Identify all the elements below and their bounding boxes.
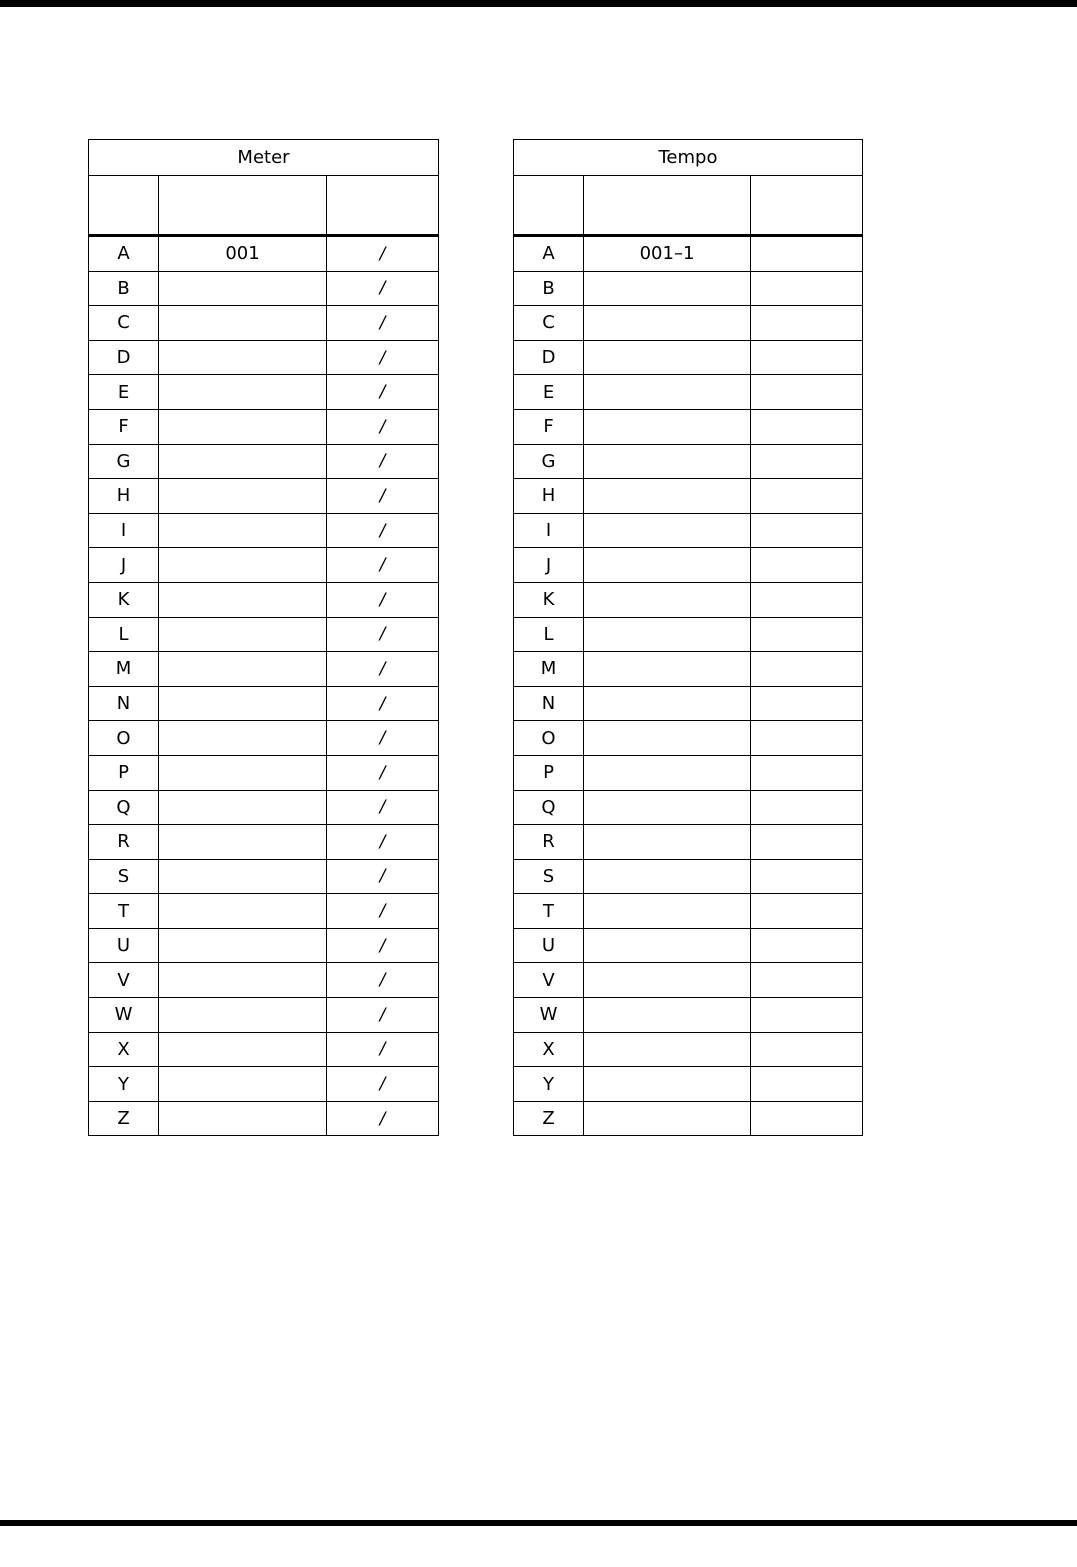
meter-row-value[interactable]: /: [327, 686, 439, 721]
tempo-row-value[interactable]: [751, 409, 863, 444]
meter-row-value[interactable]: /: [327, 513, 439, 548]
meter-blank-header-row: [89, 176, 439, 236]
meter-row-letter: T: [89, 894, 159, 929]
meter-row: [89, 928, 439, 963]
meter-row-measure[interactable]: [159, 721, 327, 756]
tempo-row: [514, 652, 863, 687]
tempo-row: [514, 963, 863, 998]
meter-row-value[interactable]: /: [327, 1101, 439, 1136]
meter-row-value[interactable]: /: [327, 444, 439, 479]
meter-row-value[interactable]: /: [327, 340, 439, 375]
tempo-row-letter: F: [514, 409, 584, 444]
meter-row-letter: U: [89, 928, 159, 963]
meter-row: [89, 513, 439, 548]
tempo-row-position[interactable]: [584, 755, 751, 790]
tempo-row-value[interactable]: [751, 513, 863, 548]
tempo-row-value[interactable]: [751, 340, 863, 375]
meter-row: [89, 617, 439, 652]
meter-row: [89, 1067, 439, 1102]
tempo-row-position[interactable]: [584, 444, 751, 479]
tempo-row-letter: D: [514, 340, 584, 375]
meter-row-measure[interactable]: [159, 1067, 327, 1102]
meter-row-letter: Z: [89, 1101, 159, 1136]
tempo-row-position[interactable]: [584, 548, 751, 583]
meter-row-measure[interactable]: [159, 306, 327, 341]
meter-row-letter: N: [89, 686, 159, 721]
tempo-row-position[interactable]: [584, 271, 751, 306]
tempo-row-position[interactable]: 001–1: [584, 236, 751, 272]
meter-row-letter: F: [89, 409, 159, 444]
meter-row-letter: S: [89, 859, 159, 894]
meter-row-value[interactable]: /: [327, 998, 439, 1033]
tempo-row-value[interactable]: [751, 306, 863, 341]
tempo-title: Tempo: [514, 140, 863, 176]
tempo-blank-cell: [751, 176, 863, 236]
meter-row-value[interactable]: /: [327, 894, 439, 929]
tempo-row-position[interactable]: [584, 998, 751, 1033]
tempo-row: [514, 409, 863, 444]
meter-row-letter: E: [89, 375, 159, 410]
tempo-row-letter: C: [514, 306, 584, 341]
tempo-row-position[interactable]: [584, 721, 751, 756]
meter-row: [89, 236, 439, 272]
tempo-row-position[interactable]: [584, 1067, 751, 1102]
tempo-row-value[interactable]: [751, 617, 863, 652]
tempo-row: [514, 375, 863, 410]
meter-row-letter: I: [89, 513, 159, 548]
tempo-row-letter: W: [514, 998, 584, 1033]
meter-row-letter: C: [89, 306, 159, 341]
tempo-row-value[interactable]: [751, 686, 863, 721]
meter-row-measure[interactable]: [159, 271, 327, 306]
meter-row-measure[interactable]: [159, 444, 327, 479]
meter-row-letter: G: [89, 444, 159, 479]
tempo-row: [514, 340, 863, 375]
tempo-row-position[interactable]: [584, 582, 751, 617]
tempo-row-letter: K: [514, 582, 584, 617]
tempo-row: [514, 790, 863, 825]
tempo-row: [514, 1032, 863, 1067]
tempo-row-letter: I: [514, 513, 584, 548]
tempo-row-value[interactable]: [751, 236, 863, 272]
tempo-row-position[interactable]: [584, 652, 751, 687]
tempo-row-value[interactable]: [751, 652, 863, 687]
meter-row-value[interactable]: /: [327, 790, 439, 825]
meter-row-measure[interactable]: [159, 409, 327, 444]
tempo-row-letter: E: [514, 375, 584, 410]
tempo-row-value[interactable]: [751, 444, 863, 479]
meter-row: [89, 548, 439, 583]
meter-row-value[interactable]: /: [327, 236, 439, 272]
meter-row-measure[interactable]: [159, 1032, 327, 1067]
tempo-title-row: [514, 140, 863, 176]
meter-row-value[interactable]: /: [327, 928, 439, 963]
tempo-row: [514, 271, 863, 306]
tempo-row-position[interactable]: [584, 479, 751, 514]
meter-row-value[interactable]: /: [327, 271, 439, 306]
tempo-row: [514, 306, 863, 341]
tempo-row-letter: A: [514, 236, 584, 272]
tempo-row-position[interactable]: [584, 963, 751, 998]
meter-row-measure[interactable]: [159, 790, 327, 825]
tempo-row: [514, 825, 863, 860]
tempo-row-position[interactable]: [584, 1101, 751, 1136]
tempo-row: [514, 582, 863, 617]
tempo-row: [514, 755, 863, 790]
tempo-row-letter: M: [514, 652, 584, 687]
tempo-blank-cell: [514, 176, 584, 236]
meter-row-measure[interactable]: [159, 928, 327, 963]
tempo-row-letter: V: [514, 963, 584, 998]
meter-row: [89, 1032, 439, 1067]
meter-row-letter: X: [89, 1032, 159, 1067]
meter-row-value[interactable]: /: [327, 721, 439, 756]
tempo-row-value[interactable]: [751, 479, 863, 514]
meter-row-value[interactable]: /: [327, 548, 439, 583]
tempo-row: [514, 998, 863, 1033]
meter-row: [89, 998, 439, 1033]
meter-row-letter: O: [89, 721, 159, 756]
meter-row-measure[interactable]: [159, 1101, 327, 1136]
tempo-row-value[interactable]: [751, 375, 863, 410]
meter-row-letter: Y: [89, 1067, 159, 1102]
tempo-row: [514, 928, 863, 963]
meter-row-measure[interactable]: [159, 617, 327, 652]
meter-row: [89, 1101, 439, 1136]
tempo-row-position[interactable]: [584, 825, 751, 860]
top-rule: [0, 0, 1077, 7]
meter-row-value[interactable]: /: [327, 963, 439, 998]
meter-blank-cell: [327, 176, 439, 236]
meter-row-letter: M: [89, 652, 159, 687]
tempo-row: [514, 513, 863, 548]
meter-row-value[interactable]: /: [327, 1067, 439, 1102]
tempo-blank-cell: [584, 176, 751, 236]
tempo-row: [514, 479, 863, 514]
tempo-row-value[interactable]: [751, 1101, 863, 1136]
tempo-row-value[interactable]: [751, 1067, 863, 1102]
meter-row-measure[interactable]: [159, 513, 327, 548]
meter-row-measure[interactable]: [159, 686, 327, 721]
meter-row-value[interactable]: /: [327, 375, 439, 410]
meter-row-value[interactable]: /: [327, 617, 439, 652]
meter-row-value[interactable]: /: [327, 825, 439, 860]
tempo-row-letter: H: [514, 479, 584, 514]
tempo-row-value[interactable]: [751, 998, 863, 1033]
meter-row: [89, 409, 439, 444]
meter-row: [89, 652, 439, 687]
tempo-row-value[interactable]: [751, 928, 863, 963]
tempo-row-letter: U: [514, 928, 584, 963]
tempo-row-position[interactable]: [584, 686, 751, 721]
tempo-row-letter: R: [514, 825, 584, 860]
tempo-row-position[interactable]: [584, 1032, 751, 1067]
meter-row: [89, 963, 439, 998]
meter-row-measure[interactable]: [159, 963, 327, 998]
tempo-row: [514, 1067, 863, 1102]
meter-row-letter: K: [89, 582, 159, 617]
meter-row-measure[interactable]: [159, 375, 327, 410]
meter-row-measure[interactable]: [159, 479, 327, 514]
tempo-row-letter: P: [514, 755, 584, 790]
meter-row: [89, 271, 439, 306]
tempo-row-value[interactable]: [751, 271, 863, 306]
meter-row-value[interactable]: /: [327, 306, 439, 341]
meter-row: [89, 721, 439, 756]
meter-row: [89, 479, 439, 514]
tempo-row-value[interactable]: [751, 894, 863, 929]
tempo-row-position[interactable]: [584, 894, 751, 929]
tempo-row-position[interactable]: [584, 859, 751, 894]
meter-row-letter: W: [89, 998, 159, 1033]
tempo-table: [513, 139, 863, 1136]
tempo-row-letter: N: [514, 686, 584, 721]
meter-row: [89, 306, 439, 341]
tempo-row: [514, 721, 863, 756]
meter-row-measure[interactable]: 001: [159, 236, 327, 272]
tempo-row-value[interactable]: [751, 548, 863, 583]
tempo-row-position[interactable]: [584, 340, 751, 375]
tempo-row-value[interactable]: [751, 790, 863, 825]
meter-row-value[interactable]: /: [327, 1032, 439, 1067]
tempo-row: [514, 617, 863, 652]
tempo-row-letter: Y: [514, 1067, 584, 1102]
tempo-row-letter: B: [514, 271, 584, 306]
tempo-row-letter: J: [514, 548, 584, 583]
tempo-row-value[interactable]: [751, 825, 863, 860]
tempo-row-letter: Z: [514, 1101, 584, 1136]
meter-row-measure[interactable]: [159, 998, 327, 1033]
meter-row: [89, 825, 439, 860]
meter-row-measure[interactable]: [159, 340, 327, 375]
meter-blank-cell: [89, 176, 159, 236]
meter-row-value[interactable]: /: [327, 859, 439, 894]
meter-row-measure[interactable]: [159, 755, 327, 790]
tempo-row-letter: T: [514, 894, 584, 929]
meter-row-measure[interactable]: [159, 652, 327, 687]
meter-row-letter: B: [89, 271, 159, 306]
tempo-row-position[interactable]: [584, 513, 751, 548]
meter-title-row: [89, 140, 439, 176]
meter-row: [89, 582, 439, 617]
tempo-row-position[interactable]: [584, 409, 751, 444]
tempo-row-value[interactable]: [751, 963, 863, 998]
meter-row-value[interactable]: /: [327, 755, 439, 790]
tempo-row-value[interactable]: [751, 755, 863, 790]
tempo-row: [514, 1101, 863, 1136]
meter-title: Meter: [89, 140, 439, 176]
tempo-row: [514, 548, 863, 583]
meter-row-value[interactable]: /: [327, 409, 439, 444]
meter-row-letter: H: [89, 479, 159, 514]
meter-row: [89, 375, 439, 410]
meter-row: [89, 340, 439, 375]
meter-row: [89, 444, 439, 479]
meter-table: [88, 139, 439, 1136]
meter-row-letter: A: [89, 236, 159, 272]
tempo-row-value[interactable]: [751, 859, 863, 894]
meter-row: [89, 790, 439, 825]
bottom-rule: [0, 1520, 1077, 1526]
tempo-row: [514, 894, 863, 929]
tempo-row-letter: L: [514, 617, 584, 652]
tempo-row: [514, 444, 863, 479]
meter-row: [89, 859, 439, 894]
tempo-row-letter: O: [514, 721, 584, 756]
tempo-row: [514, 686, 863, 721]
tempo-row-letter: Q: [514, 790, 584, 825]
meter-row-value[interactable]: /: [327, 582, 439, 617]
tempo-row-position[interactable]: [584, 375, 751, 410]
tempo-row-letter: X: [514, 1032, 584, 1067]
meter-row-letter: D: [89, 340, 159, 375]
meter-row-letter: P: [89, 755, 159, 790]
tempo-row-value[interactable]: [751, 1032, 863, 1067]
tempo-row-letter: S: [514, 859, 584, 894]
tempo-row-value[interactable]: [751, 582, 863, 617]
tempo-row: [514, 859, 863, 894]
meter-row-letter: R: [89, 825, 159, 860]
tempo-row: [514, 236, 863, 272]
meter-row-value[interactable]: /: [327, 652, 439, 687]
meter-row: [89, 755, 439, 790]
meter-row-letter: V: [89, 963, 159, 998]
meter-row-letter: J: [89, 548, 159, 583]
meter-row-measure[interactable]: [159, 825, 327, 860]
tempo-row-position[interactable]: [584, 617, 751, 652]
meter-row-letter: L: [89, 617, 159, 652]
tempo-row-position[interactable]: [584, 306, 751, 341]
tempo-row-value[interactable]: [751, 721, 863, 756]
meter-row-measure[interactable]: [159, 859, 327, 894]
meter-row-measure[interactable]: [159, 548, 327, 583]
meter-row-measure[interactable]: [159, 894, 327, 929]
tempo-row-position[interactable]: [584, 790, 751, 825]
meter-row-value[interactable]: /: [327, 479, 439, 514]
meter-row: [89, 686, 439, 721]
tempo-row-letter: G: [514, 444, 584, 479]
meter-blank-cell: [159, 176, 327, 236]
tempo-row-position[interactable]: [584, 928, 751, 963]
meter-row: [89, 894, 439, 929]
meter-row-letter: Q: [89, 790, 159, 825]
tempo-blank-header-row: [514, 176, 863, 236]
meter-row-measure[interactable]: [159, 582, 327, 617]
